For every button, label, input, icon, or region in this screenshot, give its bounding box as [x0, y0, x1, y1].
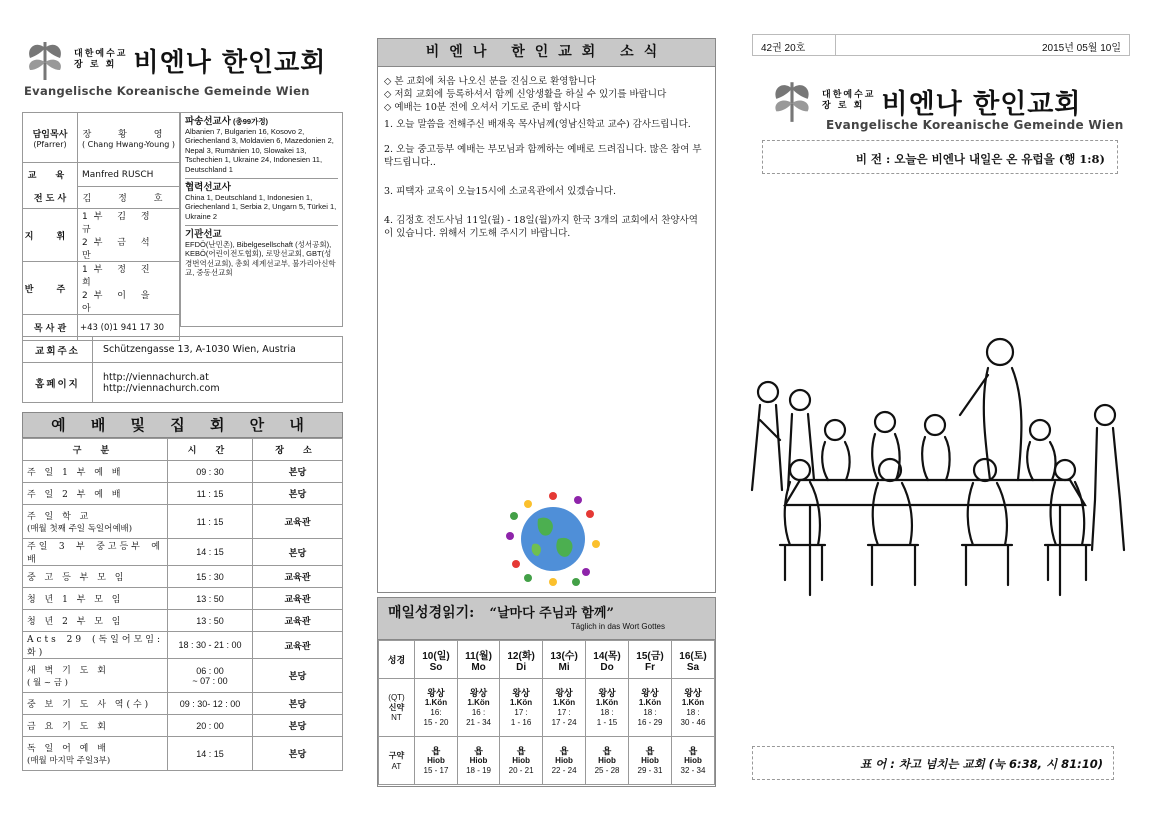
- church-title: 비엔나 한인교회: [881, 88, 1082, 120]
- service-name: 청 년 1 부 모 임: [27, 595, 124, 605]
- motto-text: 차고 넘치는 교회 (눅 6:38, 시 81:10): [898, 757, 1103, 771]
- day-date: 12(화): [507, 650, 535, 662]
- service-row: [23, 505, 343, 539]
- service-name: Acts 29 (독일어모임:화): [27, 635, 163, 658]
- at-vs: 20 - 21: [508, 765, 534, 775]
- staff-role: 담임목사: [32, 129, 68, 140]
- services-title: 예 배 및 집 회 안 내: [22, 412, 343, 438]
- motto-box: [752, 746, 1114, 780]
- mission-text: EFDÖ(난민촌), Bibelgesellschaft (성서공회), KEBÖ(어린이전도협회), 로망선교회, GBT(성경번역선교회), 총회 세계선교부, 불가리아신학교, 중동선교회: [185, 239, 336, 277]
- row-label: 성경: [379, 641, 415, 679]
- staff-line: 1부 정 진 희: [82, 265, 156, 288]
- church-logo-icon: [768, 78, 816, 124]
- service-time: 09 : 30- 12 : 00: [179, 698, 241, 709]
- col-header: 장 소: [253, 439, 343, 461]
- reading-at-cell: [586, 737, 629, 785]
- service-row: [23, 566, 343, 588]
- news-title: 비엔나 한인교회 소식: [378, 39, 715, 67]
- church-type-bottom: 장 로 회: [74, 60, 117, 70]
- service-row: [23, 483, 343, 505]
- reading-header: [378, 598, 715, 640]
- staff-name: +43 (0)1 941 17 30: [80, 322, 165, 333]
- reading-nt-cell: [586, 679, 629, 737]
- at-ko: 욥: [688, 745, 698, 756]
- nt-ch: 18 :: [643, 707, 657, 717]
- day-de: Do: [600, 661, 614, 673]
- staff-role: 지 휘: [24, 231, 76, 242]
- vision-text: 오늘은 비엔나 내일은 온 유럽을 (행 1:8): [894, 152, 1105, 166]
- service-time: 20 : 00: [196, 720, 224, 731]
- service-row: [23, 715, 343, 737]
- at-ko: 욥: [559, 745, 569, 756]
- nt-label-2: 신약: [388, 702, 405, 712]
- address-label: 교회주소: [23, 337, 93, 363]
- mission-section: [185, 226, 338, 278]
- reading-quote: “날마다 주님과 함께”: [489, 606, 614, 621]
- mission-section: [185, 117, 338, 179]
- at-vs: 32 - 34: [680, 765, 706, 775]
- globe-children-illustration: [498, 484, 608, 594]
- service-time: 14 : 15: [196, 547, 224, 557]
- service-sub: (매월 마지막 주일3부): [27, 756, 111, 766]
- reading-nt-cell: [500, 679, 543, 737]
- day-de: Sa: [686, 661, 700, 673]
- issue-date: 2015년 05월 10일: [1041, 43, 1121, 54]
- homepage-label: 홈페이지: [23, 363, 93, 403]
- church-logo-icon: [22, 38, 68, 82]
- nt-ko: 왕상: [684, 687, 702, 698]
- service-name: 주일 3 부 중고등부 예배: [27, 542, 163, 565]
- nt-ch: 16:: [430, 707, 442, 717]
- nt-vs: 17 - 24: [551, 717, 577, 727]
- at-de: Hiob: [641, 755, 659, 765]
- nt-ch: 18 :: [686, 707, 700, 717]
- reading-title: 매일성경읽기:: [388, 605, 475, 621]
- staff-name: 김 정 호: [82, 194, 175, 204]
- address-table: [22, 336, 343, 403]
- mission-note: (총99가정): [232, 117, 269, 126]
- mission-section: [185, 179, 338, 226]
- staff-name: Manfred RUSCH: [82, 169, 154, 180]
- at-de: Hiob: [555, 755, 573, 765]
- reading-day: [586, 641, 629, 679]
- service-name: 주 일 2 부 예 배: [27, 490, 124, 500]
- service-name: 중 고 등 부 모 임: [27, 573, 127, 583]
- at-ko: 욥: [645, 745, 655, 756]
- vision-label: 비 전 :: [855, 152, 891, 166]
- service-place: 교육관: [284, 617, 311, 627]
- church-type-top: 대한예수교: [822, 90, 876, 100]
- staff-name: 장 황 영: [82, 129, 175, 140]
- nt-ch: 17 :: [557, 707, 571, 717]
- reading-at-cell: [629, 737, 672, 785]
- reading-day: [457, 641, 499, 679]
- issue-bar: [752, 34, 1130, 56]
- homepage-link-2[interactable]: http://viennachurch.com: [103, 382, 220, 394]
- day-date: 16(토): [679, 650, 707, 662]
- service-time: 15 : 30: [196, 571, 224, 582]
- service-name: 중 보 기 도 사 역(수): [27, 700, 152, 710]
- nt-ko: 왕상: [555, 687, 573, 698]
- nt-ch: 16 :: [471, 707, 486, 717]
- service-row: [23, 659, 343, 693]
- nt-ko: 왕상: [641, 687, 659, 698]
- staff-line: 1부 김 정 규: [82, 212, 156, 235]
- staff-role-sub: (Pfarrer): [33, 139, 67, 149]
- col-header: 시 간: [168, 439, 253, 461]
- day-de: Mi: [558, 661, 570, 673]
- service-name: 새 벽 기 도 회: [27, 666, 109, 676]
- nt-vs: 1 - 15: [596, 717, 618, 727]
- nt-ch: 18 :: [600, 707, 614, 717]
- news-panel: [377, 38, 716, 593]
- day-date: 10(일): [422, 650, 450, 662]
- service-row: [23, 693, 343, 715]
- church-type-top: 대한예수교: [74, 49, 128, 59]
- church-title: 비엔나 한인교회: [133, 47, 327, 78]
- left-logo: [22, 38, 352, 98]
- news-item: 4. 김정호 전도사님 11일(월) - 18일(월)까지 한국 3개의 교회에서 찬양사역이 있습니다. 위해서 기도해 주시기 바랍니다.: [384, 215, 698, 239]
- service-sub: (매월 첫째 주일 독일어예배): [27, 524, 133, 534]
- mission-title: 협력선교사: [185, 182, 231, 193]
- service-place: 교육관: [284, 595, 311, 605]
- news-item: 1. 오늘 말씀을 전해주신 배재욱 목사님께(영남신학교 교수) 감사드립니다.: [384, 119, 691, 130]
- nt-ko: 왕상: [427, 687, 445, 698]
- service-time: 13 : 50: [196, 593, 224, 604]
- nt-vs: 1 - 16: [510, 717, 532, 727]
- nt-vs: 15 - 20: [423, 717, 449, 727]
- reading-table: [378, 640, 715, 785]
- service-place: 본당: [288, 750, 307, 760]
- service-name: 독 일 어 예 배: [27, 744, 109, 754]
- day-de: Mo: [471, 661, 486, 673]
- last-supper-illustration: [740, 330, 1140, 605]
- welcome-line: ◇ 예배는 10분 전에 오셔서 기도로 준비 합시다: [384, 102, 581, 113]
- service-name: 주 일 학 교: [27, 512, 92, 522]
- staff-name-sub: ( Chang Hwang-Young ): [81, 139, 176, 149]
- welcome-line: ◇ 본 교회에 처음 나오신 분을 진심으로 환영합니다: [384, 76, 596, 87]
- at-de: Hiob: [512, 755, 530, 765]
- church-german-name: Evangelische Koreanische Gemeinde Wien: [24, 84, 310, 98]
- nt-vs: 30 - 46: [680, 717, 706, 727]
- nt-vs: 21 - 34: [466, 717, 491, 727]
- welcome-line: ◇ 저희 교회에 등록하셔서 함께 신앙생활을 하실 수 있기를 바랍니다: [384, 89, 667, 100]
- missions-box: [180, 112, 343, 327]
- reading-at-cell: [500, 737, 543, 785]
- at-ko: 욥: [474, 745, 483, 756]
- day-de: Di: [516, 661, 527, 673]
- right-logo: [768, 78, 1128, 138]
- mission-text: China 1, Deutschland 1, Indonesien 1, Griechenland 1, Serbia 2, Ungarn 5, Türkei 1, Ukraine 2: [185, 192, 337, 221]
- at-label-2: AT: [391, 761, 402, 771]
- nt-label-1: (QT): [388, 692, 405, 702]
- reading-nt-cell: [629, 679, 672, 737]
- service-time: 14 : 15: [196, 748, 224, 759]
- nt-de: 1.Kön: [638, 697, 662, 707]
- service-place: 본당: [288, 468, 307, 478]
- reading-at-cell: [415, 737, 458, 785]
- nt-de: 1.Kön: [467, 697, 490, 707]
- service-time: 11 : 15: [196, 488, 224, 499]
- reading-panel: [377, 597, 716, 787]
- service-place: 교육관: [284, 573, 311, 583]
- staff-role: 목 사 관: [33, 324, 67, 334]
- news-item: 3. 피택자 교육이 오늘15시에 소교육관에서 있겠습니다.: [384, 186, 616, 197]
- at-vs: 18 - 19: [466, 765, 491, 775]
- day-de: So: [429, 661, 443, 673]
- at-de: Hiob: [469, 755, 488, 765]
- nt-de: 1.Kön: [595, 697, 619, 707]
- address-value: Schützengasse 13, A-1030 Wien, Austria: [93, 337, 343, 363]
- reading-day: [671, 641, 714, 679]
- service-row: [23, 461, 343, 483]
- day-date: 13(수): [550, 650, 578, 662]
- service-row: [23, 539, 343, 566]
- staff-role: 교 육: [27, 171, 73, 182]
- staff-role: 반 주: [24, 284, 76, 295]
- nt-de: 1.Kön: [509, 697, 533, 707]
- service-row: [23, 632, 343, 659]
- motto-label: 표 어 :: [860, 757, 895, 771]
- mission-title: 파송선교사: [185, 116, 231, 127]
- service-row: [23, 588, 343, 610]
- nt-de: 1.Kön: [681, 697, 705, 707]
- at-vs: 22 - 24: [551, 765, 577, 775]
- staff-role: 전 도 사: [33, 193, 67, 204]
- church-type-bottom: 장 로 회: [822, 101, 865, 111]
- vision-box: [762, 140, 1118, 174]
- service-place: 본당: [288, 722, 307, 732]
- at-de: Hiob: [684, 755, 702, 765]
- service-time: 06 : 00: [196, 665, 224, 676]
- at-de: Hiob: [598, 755, 616, 765]
- at-de: Hiob: [427, 755, 445, 765]
- service-place: 본당: [288, 490, 307, 500]
- reading-at-cell: [543, 737, 586, 785]
- service-place: 교육관: [284, 641, 311, 652]
- nt-de: 1.Kön: [424, 697, 448, 707]
- reading-at-cell: [457, 737, 499, 785]
- service-name: 주 일 1 부 예 배: [27, 468, 124, 478]
- service-time: 09 : 30: [196, 466, 224, 477]
- day-date: 15(금): [636, 650, 664, 662]
- service-time: 11 : 15: [196, 516, 224, 527]
- staff-line: 2부 금 석 만: [82, 238, 156, 261]
- reading-day: [629, 641, 672, 679]
- service-place: 본당: [288, 700, 307, 710]
- service-place: 본당: [288, 548, 307, 559]
- day-date: 11(월): [465, 650, 492, 662]
- at-vs: 25 - 28: [594, 765, 620, 775]
- reading-day: [543, 641, 586, 679]
- service-row: [23, 737, 343, 771]
- service-row: [23, 610, 343, 632]
- service-place: 본당: [288, 672, 307, 682]
- staff-table: [22, 112, 180, 341]
- nt-de: 1.Kön: [552, 697, 576, 707]
- services-table: [22, 438, 343, 771]
- reading-at-cell: [671, 737, 714, 785]
- service-time-end: ~ 07 : 00: [192, 675, 228, 686]
- mission-text: Albanien 7, Bulgarien 16, Kosovo 2, Griechenland 3, Moldavien 6, Mazedonien 2, Nepal 3, Rumänien 10, Slowakei 13, Tschechien 1, Ukraine 24, Indonesien 11, Deutschland 1: [185, 126, 334, 174]
- at-ko: 욥: [602, 745, 612, 756]
- at-ko: 욥: [431, 745, 441, 756]
- nt-ch: 17 :: [514, 707, 528, 717]
- reading-nt-cell: [671, 679, 714, 737]
- reading-subtitle: Täglich in das Wort Gottes: [570, 622, 665, 631]
- staff-line: 2부 이 을 아: [82, 291, 156, 314]
- volume-number: 42권 20호: [761, 43, 806, 54]
- mission-title: 기관선교: [185, 229, 222, 240]
- service-place: 교육관: [284, 518, 311, 528]
- nt-ko: 왕상: [598, 687, 616, 698]
- reading-day: [500, 641, 543, 679]
- service-time: 18 : 30 - 21 : 00: [178, 640, 242, 650]
- service-name: 금 요 기 도 회: [27, 722, 109, 732]
- reading-nt-cell: [457, 679, 499, 737]
- nt-label-3: NT: [391, 712, 402, 722]
- nt-ko: 왕상: [469, 687, 488, 698]
- nt-vs: 16 - 29: [637, 717, 663, 727]
- news-item: 2. 오늘 중고등부 예배는 부모님과 함께하는 예배로 드려집니다. 많은 참여 부탁드립니다..: [384, 144, 702, 168]
- day-de: Fr: [645, 661, 655, 673]
- service-sub: ( 월 ~ 금 ): [27, 678, 68, 688]
- service-name: 청 년 2 부 모 임: [27, 617, 124, 627]
- at-ko: 욥: [516, 745, 526, 756]
- reading-nt-cell: [415, 679, 458, 737]
- reading-day: [415, 641, 458, 679]
- church-german-name: Evangelische Koreanische Gemeinde Wien: [826, 118, 1124, 132]
- col-header: 구 분: [23, 439, 168, 461]
- service-time: 13 : 50: [196, 615, 224, 626]
- homepage-link-1[interactable]: http://viennachurch.at: [103, 371, 209, 383]
- reading-nt-cell: [543, 679, 586, 737]
- at-vs: 15 - 17: [423, 765, 449, 775]
- at-vs: 29 - 31: [637, 765, 663, 775]
- day-date: 14(목): [593, 650, 621, 662]
- nt-ko: 왕상: [512, 687, 530, 698]
- at-label-1: 구약: [388, 750, 405, 760]
